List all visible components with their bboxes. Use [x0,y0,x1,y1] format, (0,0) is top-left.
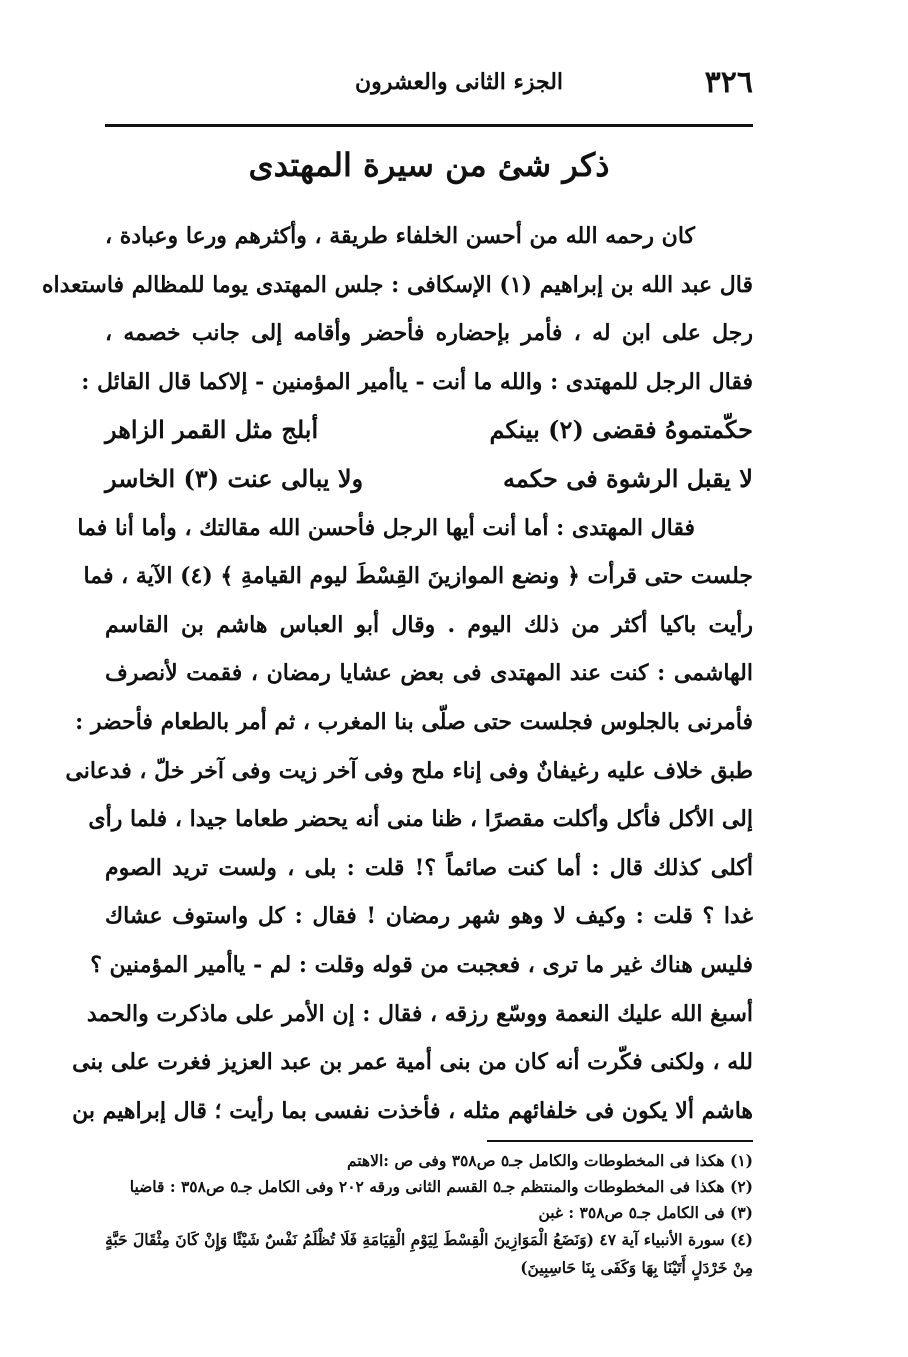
body-line: فقال الرجل للمهتدى : والله ما أنت - ياأمير المؤمنين - إلاكما قال القائل : [81,368,753,395]
body-line: غدا ؟ قلت : وكيف لا وهو شهر رمضان ! فقال : كل واستوف عشاك [105,903,753,930]
running-head: الجزء الثانى والعشرون [355,69,564,95]
verse-hemistich-left: ولا يبالى عنت (٣) الخاسر [105,463,364,493]
section-title: ذكر شئ من سيرة المهتدى [248,146,610,184]
body-line: جلست حتى قرأت ﴿ ونضع الموازينَ القِسْطَ ليوم القيامةِ ﴾ (٤) الآية ، فما [83,563,753,590]
verse-hemistich-left: أبلج مثل القمر الزاهر [105,415,319,445]
body-line: رأيت باكيا أكثر من ذلك اليوم . وقال أبو العباس هاشم بن القاسم [105,611,753,638]
page-number: ٣٢٦ [704,64,753,100]
body-line: طبق خلاف عليه رغيفانٌ وفى إناء ملح وفى آخر زيت وفى آخر خلّ ، فدعانى [65,757,753,784]
body-line: قال عبد الله بن إبراهيم (١) الإسكافى : جلس المهتدى يوما للمظالم فاستعداه [41,271,753,298]
footnotes [105,1148,753,1282]
body-line: فليس هناك غير ما ترى ، فعجبت من قوله وقلت : لم - ياأمير المؤمنين ؟ [90,951,753,978]
page-header [105,62,753,102]
body-text [41,212,753,1135]
header-rule [105,124,753,127]
body-line: هاشم ألا يكون فى خلفائهم مثله ، فأخذت نفسى بما رأيت ؛ قال إبراهيم بن [72,1097,753,1124]
footnote: (٢) هكذا فى المخطوطات والمنتظم جـ٥ القسم الثانى ورقه ٢٠٢ وفى الكامل جـ٥ ص٣٥٨ : قاضيا [129,1177,753,1196]
body-line: الهاشمى : كنت عند المهتدى فى بعض عشايا رمضان ، فقمت لأنصرف [105,660,753,687]
body-line: فقال المهتدى : أما أنت أيها الرجل فأحسن الله مقالتك ، وأما أنا فما [77,514,695,541]
body-line: فأمرنى بالجلوس فجلست حتى صلّى بنا المغرب ، ثم أمر بالطعام فأحضر : [75,708,753,735]
body-line: لله ، ولكنى فكّرت أنه كان من بنى أمية عمر بن عبد العزيز فغرت على بنى [72,1049,753,1076]
body-line: إلى الأكل فأكل وأكلت مقصرًا ، ظنا منى أنه يحضر طعاما جيدا ، فلما رأى [88,806,753,833]
footnote: (٣) فى الكامل جـ٥ ص٣٥٨ : غبن [538,1203,753,1222]
verse-hemistich-right: حكّمتموهُ فقضى (٢) بينكم [489,415,753,445]
footnote: (٤) سورة الأنبياء آية ٤٧ (وَنَضَعُ الْمَوَازِينَ الْقِسْطَ لِيَوْمِ الْقِيَامَةِ فَلَا تُظْلَمُ نَفْسٌ شَيْئًا وَإِنْ كَانَ مِثْقَالَ حَبَّةٍ مِنْ خَرْدَلٍ أَتَيْنَا بِهَا وَكَفَى بِنَا حَاسِبِينَ) [105,1230,753,1277]
footnote: (١) هكذا فى المخطوطات والكامل جـ٥ ص٣٥٨ وفى ص :الاهتم [346,1151,753,1170]
body-line: رجل على ابن له ، فأمر بإحضاره فأحضر وأقامه إلى جانب خصمه ، [105,320,753,347]
footnote-rule [487,1140,753,1142]
body-line: كان رحمه الله من أحسن الخلفاء طريقة ، وأكثرهم ورعا وعبادة ، [105,223,695,249]
body-line: أسبغ الله عليك النعمة ووسّع رزقه ، فقال : إن الأمر على ماذكرت والحمد [86,1000,753,1027]
verse-hemistich-right: لا يقبل الرشوة فى حكمه [503,463,753,493]
verse-line [105,455,753,504]
body-line: أكلى كذلك قال : أما كنت صائماً ؟! قلت : بلى ، ولست تريد الصوم [105,854,753,881]
verse-line [105,406,753,455]
